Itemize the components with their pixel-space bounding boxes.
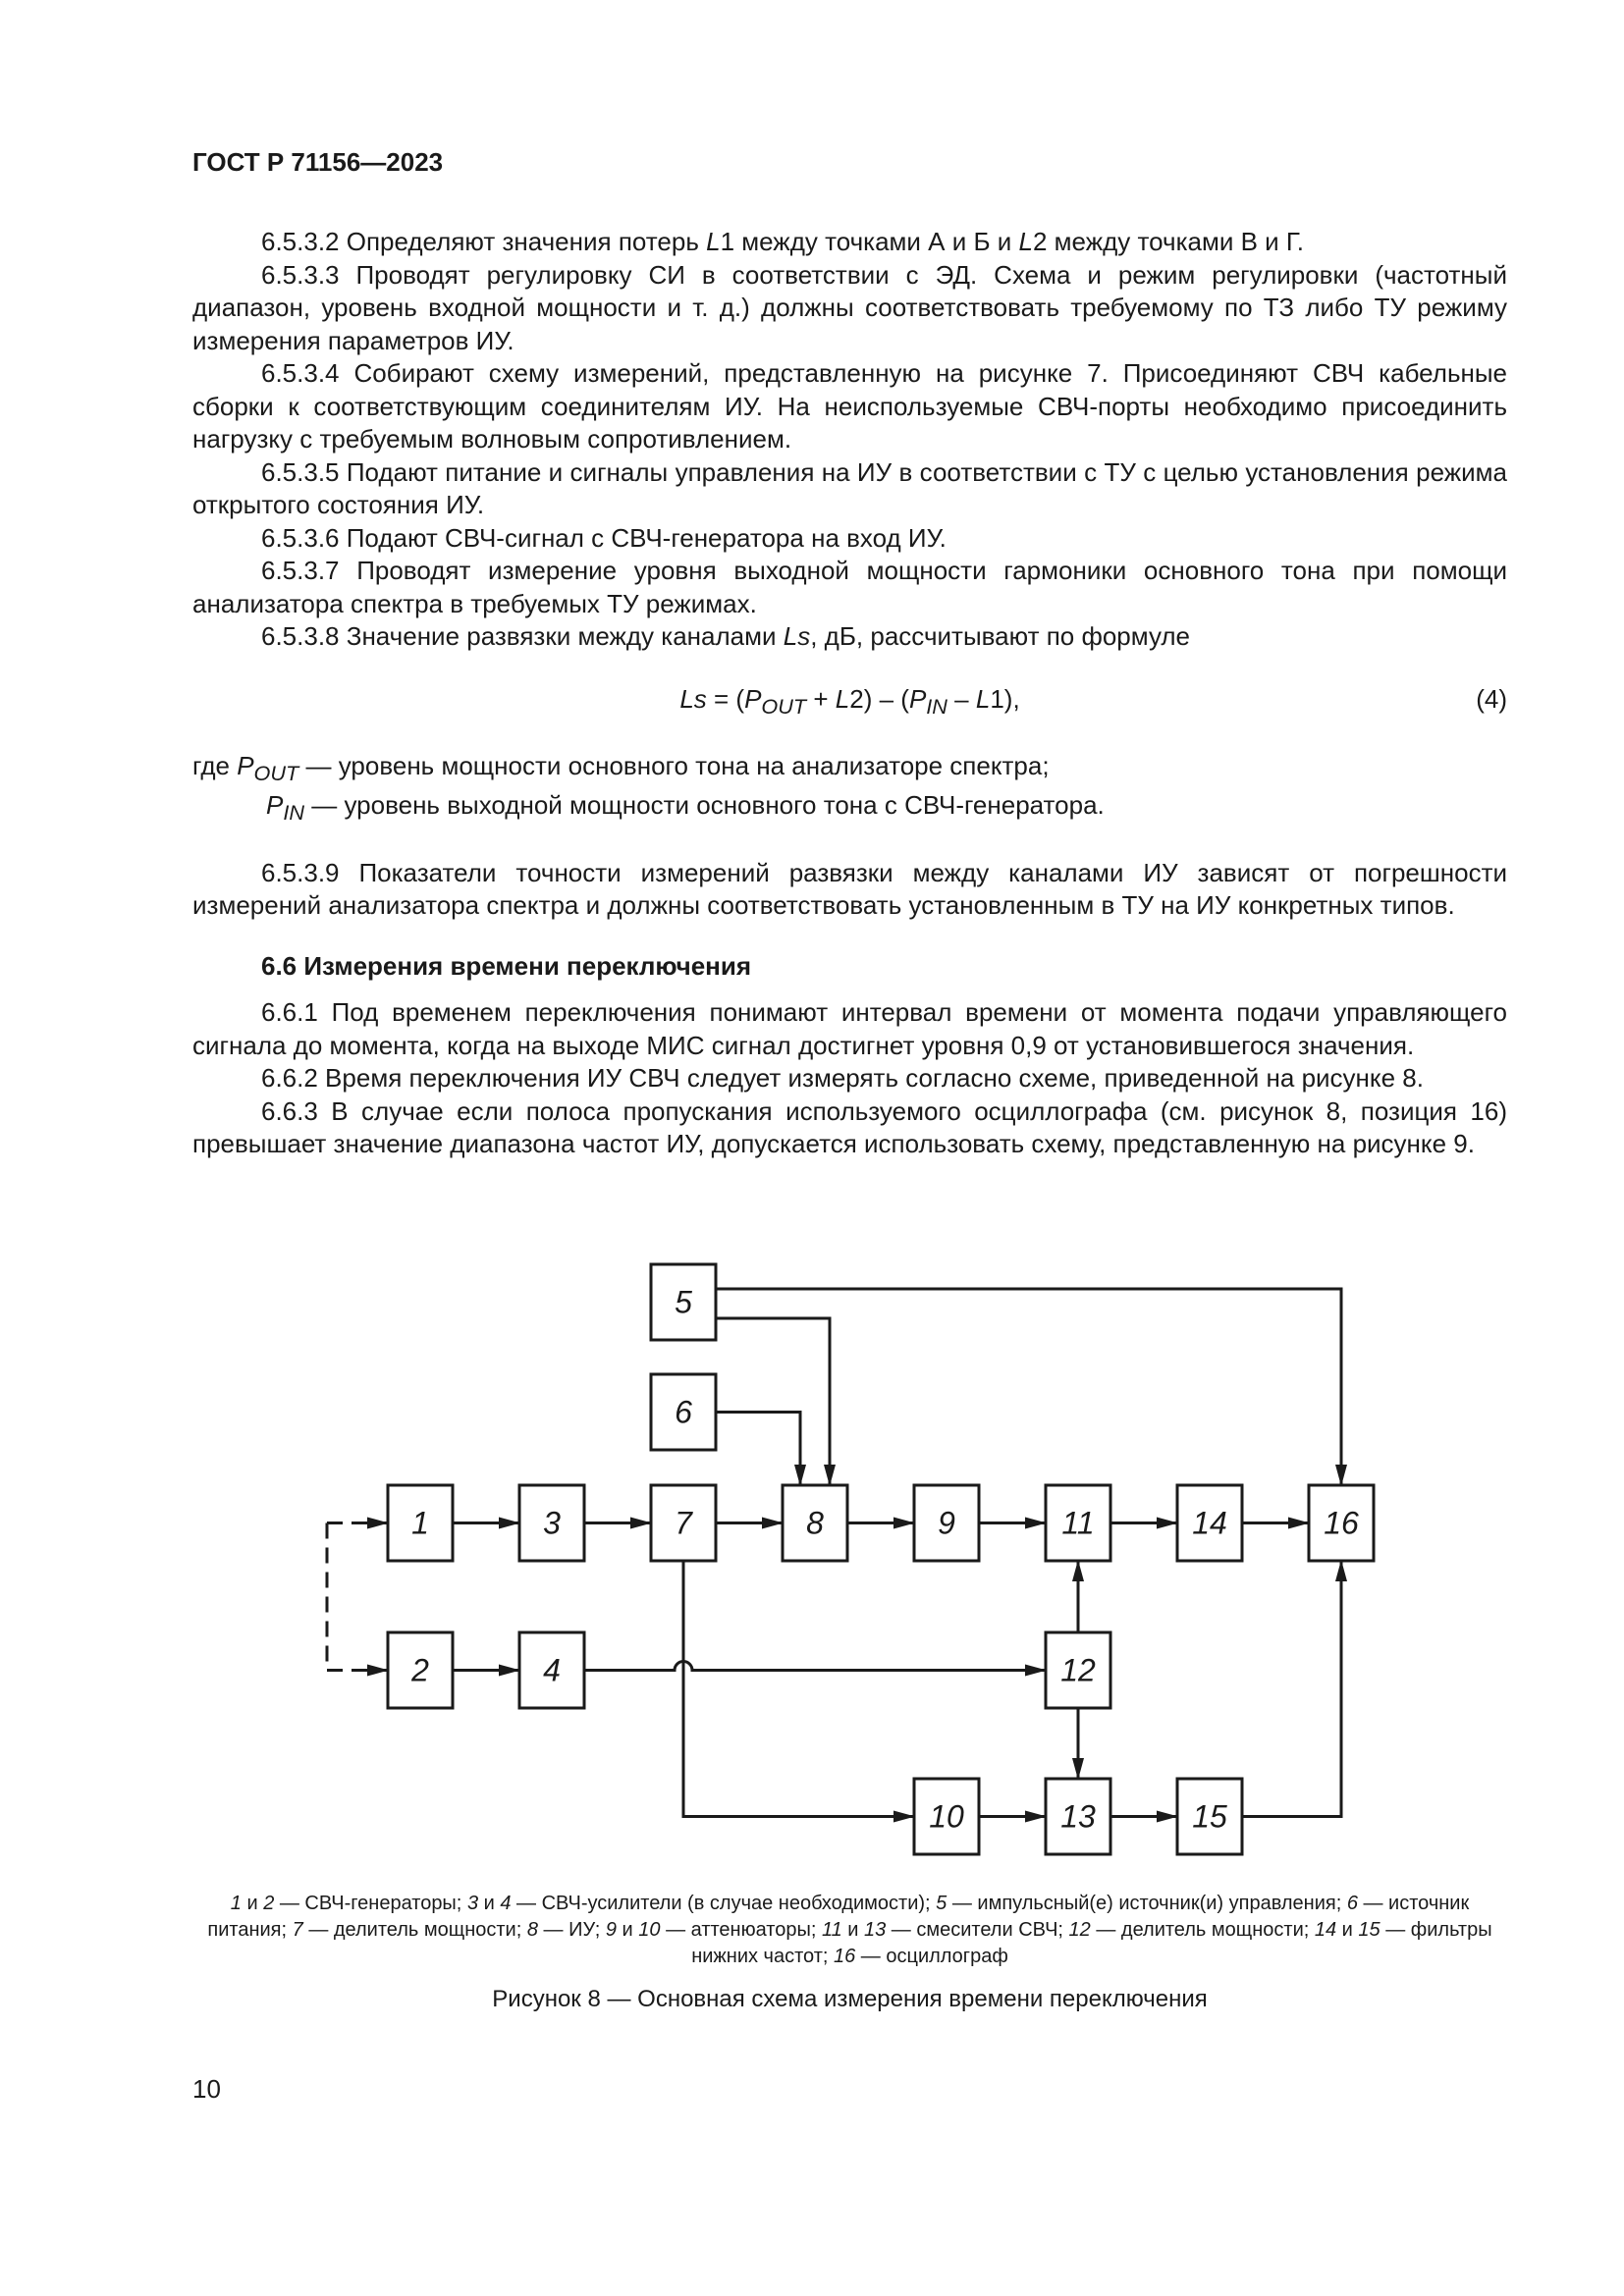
paragraph-p-6-5-3-5 [192,456,1507,522]
text-run: — СВЧ-усилители (в случае необходимости); [511,1893,937,1914]
where-desc-pout: — уровень мощности основного тона на анализаторе спектра; [305,750,1050,780]
text-run: и [841,1919,864,1941]
text-run: 16 [834,1946,856,1967]
text-run: 11 [821,1919,842,1941]
text-run: 13 [864,1919,887,1941]
text-run: и [616,1919,639,1941]
text-run: L [706,227,721,256]
text-run: 6.6.1 Под временем переключения понимают интервал времени от момента подачи управляющего сигнала до момента, когда на выходе МИС сигнал достигнет уровня 0,9 от установившегося значения. [192,997,1507,1060]
formula-4 [192,683,1507,722]
block-4-label: 4 [543,1652,561,1688]
where-prefix: где [192,750,230,780]
text-run: 6.5.3.3 Проводят регулировку СИ в соответствии с ЭД. Схема и режим регулировки (частотный диапазон, уровень входной мощности и т. д.) должны соответствовать требуемому по ТЗ либо ТУ режиму измерения параметров ИУ. [192,259,1507,355]
block-13-label: 13 [1060,1798,1096,1835]
text-run: — фильтры нижних частот; [691,1919,1492,1967]
symbol-pin: $P_{IN}$ [266,790,304,826]
block-14-label: 14 [1192,1505,1227,1541]
text-run: 8 [526,1919,538,1941]
block-12 [1046,1632,1110,1708]
paragraph-p-6-5-3-6 [192,522,1507,556]
text-run: 2 [263,1893,275,1914]
text-run: 14 [1314,1919,1337,1941]
block-16-label: 16 [1324,1505,1359,1541]
text-run: — СВЧ-генераторы; [274,1893,467,1914]
figure-caption: Рисунок 8 — Основная схема измерения времени переключения [492,1986,1208,2012]
block-10 [914,1779,979,1854]
formula-expression: $Ls = (P_{OUT} + L2) - (P_{IN} - L1)$, [679,683,1020,719]
paragraph-p-6-5-3-9 [192,857,1507,923]
block-13 [1046,1779,1110,1854]
conn-7-10 [683,1561,914,1817]
text-run: 9 [605,1919,617,1941]
where-block [192,750,1507,829]
block-8 [783,1485,847,1561]
text-run: 3 [466,1893,479,1914]
block-1-label: 1 [411,1505,429,1541]
where-desc-pin: — уровень выходной мощности основного тона с СВЧ-генератора. [311,790,1105,821]
text-run: — аттенюаторы; [660,1919,822,1941]
text-run: — делитель мощности; [1090,1919,1315,1941]
text-run: 1 между точками А и Б и [720,227,1019,256]
paragraph-group-b [192,857,1507,923]
text-run: 7 [292,1919,303,1941]
text-run: 10 [638,1919,661,1941]
block-2-label: 2 [411,1652,429,1688]
text-run: 6.6.2 Время переключения ИУ СВЧ следует измерять согласно схеме, приведенной на рисунке 8. [261,1063,1424,1094]
text-run: 6.6.3 В случае если полоса пропускания используемого осциллографа (см. рисунок 8, позиция 16) превышает значение диапазона частот ИУ, допускается использовать схему, представленную на рисунке 9. [192,1095,1507,1159]
text-run: 6.5.3.4 Собирают схему измерений, представленную на рисунке 7. Присоединяют СВЧ кабельные сборки к соответствующим соединителям ИУ. На неиспользуемые СВЧ-порты необходимо присоединить нагрузку с требуемым волновым сопротивлением. [192,358,1507,454]
text-run: 6.5.3.2 Определяют значения потерь [261,227,707,256]
paragraph-p-6-6-2 [192,1062,1507,1095]
block-diagram [0,1247,1624,1895]
symbol-pout: $P_{OUT}$ [237,750,299,785]
text-run: 6.5.3.7 Проводят измерение уровня выходной мощности гармоники основного тона при помощи анализатора спектра в требуемых ТУ режимах. [192,556,1507,618]
where-row-pin [192,789,1507,829]
paragraph-group-c [192,996,1507,1161]
page-number: 10 [192,2074,221,2104]
paragraph-group-a [192,226,1507,654]
paragraph-p-6-6-3 [192,1095,1507,1161]
block-10-label: 10 [929,1798,964,1835]
where-row-pout [192,750,1507,790]
block-7 [651,1485,716,1561]
block-2 [388,1632,453,1708]
block-15-label: 15 [1192,1798,1227,1835]
paragraph-p-6-5-3-4 [192,357,1507,456]
block-9 [914,1485,979,1561]
block-3 [519,1485,584,1561]
text-run: 6.5.3.6 Подают СВЧ-сигнал с СВЧ-генератора на вход ИУ. [261,522,947,553]
block-3-label: 3 [543,1505,561,1541]
paragraph-p-6-5-3-7 [192,555,1507,620]
block-5-label: 5 [675,1284,692,1320]
text-run: — смесители СВЧ; [886,1919,1069,1941]
block-8-label: 8 [806,1505,824,1541]
block-6 [651,1374,716,1450]
block-15 [1177,1779,1242,1854]
text-run: — ИУ; [537,1919,606,1941]
paragraph-p-6-6-1 [192,996,1507,1062]
block-16 [1309,1485,1374,1561]
paragraph-p-6-5-3-3 [192,259,1507,358]
text-run: 5 [936,1893,947,1914]
text-run: 1 [230,1893,242,1914]
text-run: , дБ, рассчитывают по формуле [810,621,1190,651]
text-run: — импульсный(е) источник(и) управления; [947,1893,1347,1914]
block-4 [519,1632,584,1708]
formula-number: (4) [1476,683,1507,714]
block-5 [651,1264,716,1340]
document-header: ГОСТ Р 71156—2023 [192,147,444,177]
figure-8 [0,1247,1624,1895]
text-run: — осциллограф [855,1946,1008,1967]
block-11 [1046,1485,1110,1561]
text-run: 6.5.3.5 Подают питание и сигналы управления на ИУ в соответствии с ТУ с целью установления режима открытого состояния ИУ. [192,456,1507,519]
block-12-label: 12 [1060,1652,1096,1688]
text-run: и [241,1893,264,1914]
conn-4-12 [584,1662,1046,1671]
text-run: — источник питания; [207,1893,1470,1941]
text-run: 6.5.3.8 Значение развязки между каналами [261,621,784,651]
block-7-label: 7 [675,1505,692,1541]
text-run: 4 [500,1893,512,1914]
paragraph-p-6-5-3-8 [192,620,1507,654]
block-9-label: 9 [938,1505,955,1541]
text-run: и [1336,1919,1359,1941]
figure-legend [192,1891,1507,1970]
text-run: L [1018,227,1033,256]
text-run: 2 между точками В и Г. [1033,227,1305,256]
text-run: 15 [1358,1919,1380,1941]
block-11-label: 11 [1061,1505,1095,1541]
conn-6-8 [716,1413,800,1486]
section-title: 6.6 Измерения времени переключения [261,950,752,981]
paragraph-p-6-5-3-2 [192,226,1507,259]
block-1 [388,1485,453,1561]
text-run: 6.5.3.9 Показатели точности измерений развязки между каналами ИУ зависят от погрешности измерений анализатора спектра и должны соответствовать установленным в ТУ на ИУ конкретных типов. [192,857,1507,921]
text-run: и [478,1893,501,1914]
text-run: 6 [1346,1893,1358,1914]
block-14 [1177,1485,1242,1561]
text-run: Ls [783,621,811,651]
block-6-label: 6 [675,1394,692,1430]
text-run: — делитель мощности; [302,1919,527,1941]
conn-15-16 [1242,1561,1341,1817]
text-run: 12 [1068,1919,1091,1941]
conn-5-8 [716,1318,830,1485]
body-text [192,226,1507,1161]
